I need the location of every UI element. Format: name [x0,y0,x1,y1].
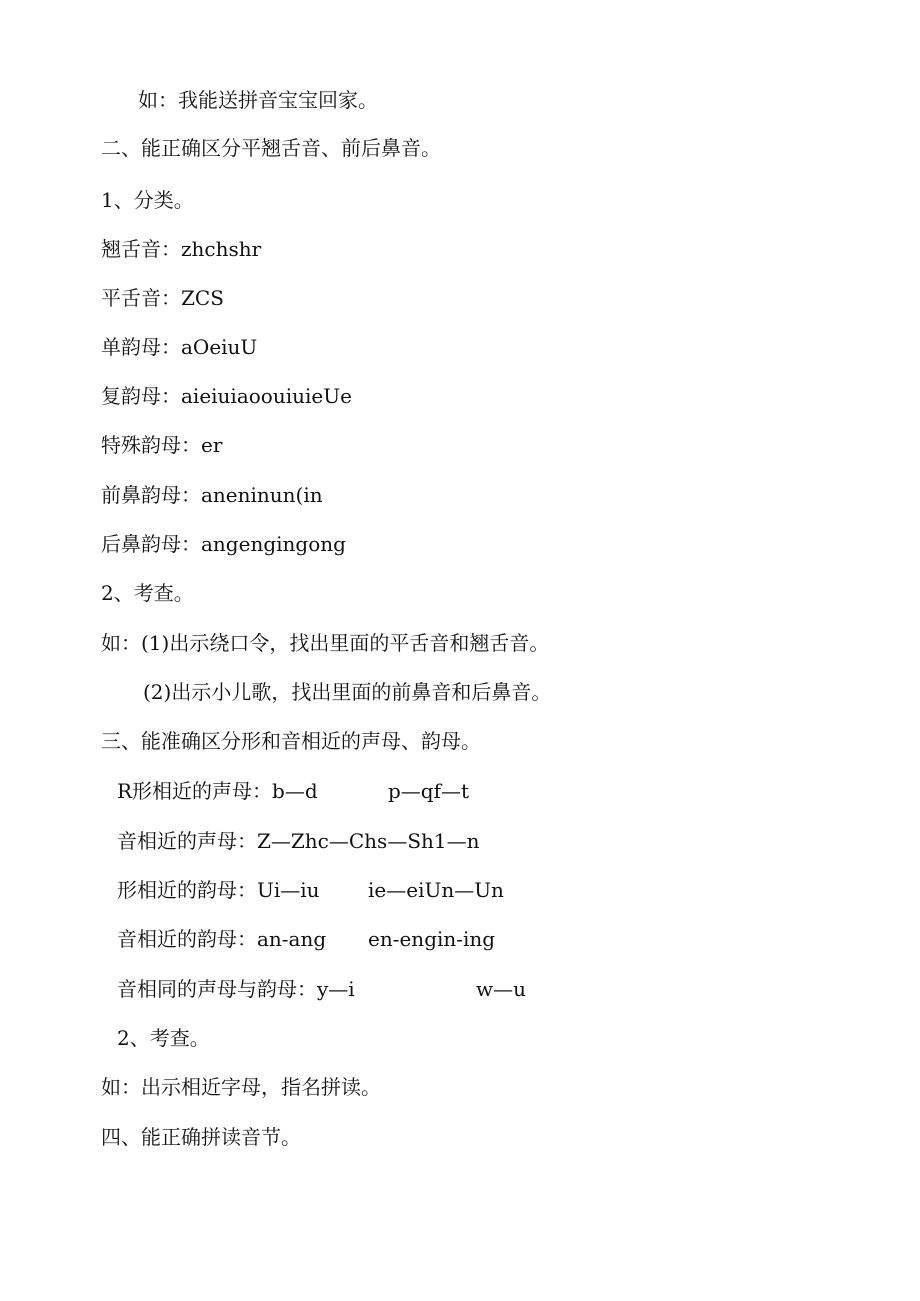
shape-similar-initials-right: p—qf—t [388,779,470,803]
retroflex-initials-line: 翘舌音：zhchshr [101,237,262,261]
shape-similar-initials-row [117,779,537,875]
same-sound-right: w—u [476,977,526,1001]
section-heading-three: 三、能准确区分形和音相近的声母、韵母。 [101,729,481,753]
section-heading-four: 四、能正确拼读音节。 [101,1125,301,1149]
subheading-classification: 1、分类。 [101,188,194,212]
front-nasal-finals-line: 前鼻韵母：aneninun(in [101,483,323,507]
subheading-assessment-two: 2、考查。 [117,1026,210,1050]
sound-similar-finals-left: 音相近的韵母：an-ang [117,927,327,951]
sound-similar-initials-row: 音相近的声母：Z—Zhc—Chs—Sh1—n [117,829,480,853]
subheading-assessment: 2、考查。 [101,581,194,605]
section-heading-two: 二、能正确区分平翘舌音、前后鼻音。 [101,136,441,160]
shape-similar-initials-left: R形相近的声母：b—d [117,779,318,803]
same-sound-row [117,977,557,1073]
example-tongue-twister-line: 如：(1)出示绕口令，找出里面的平舌音和翘舌音。 [101,631,550,655]
compound-finals-line: 复韵母：aieiuiaoouiuieUe [101,384,352,408]
shape-similar-finals-left: 形相近的韵母：Ui—iu [117,878,320,902]
example-line-send-pinyin: 如：我能送拼音宝宝回家。 [138,88,378,112]
shape-similar-finals-right: ie—eiUn—Un [368,878,504,902]
flat-tongue-initials-line: 平舌音：ZCS [101,286,224,310]
same-sound-left: 音相同的声母与韵母：y—i [117,977,355,1001]
sound-similar-finals-right: en-engin-ing [368,927,496,951]
example-nursery-rhyme-line: (2)出示小儿歌，找出里面的前鼻音和后鼻音。 [143,680,552,704]
example-read-letters-line: 如：出示相近字母，指名拼读。 [101,1075,381,1099]
simple-finals-line: 单韵母：aOeiuU [101,335,258,359]
special-finals-line: 特殊韵母：er [101,433,223,457]
back-nasal-finals-line: 后鼻韵母：angengingong [101,532,346,556]
